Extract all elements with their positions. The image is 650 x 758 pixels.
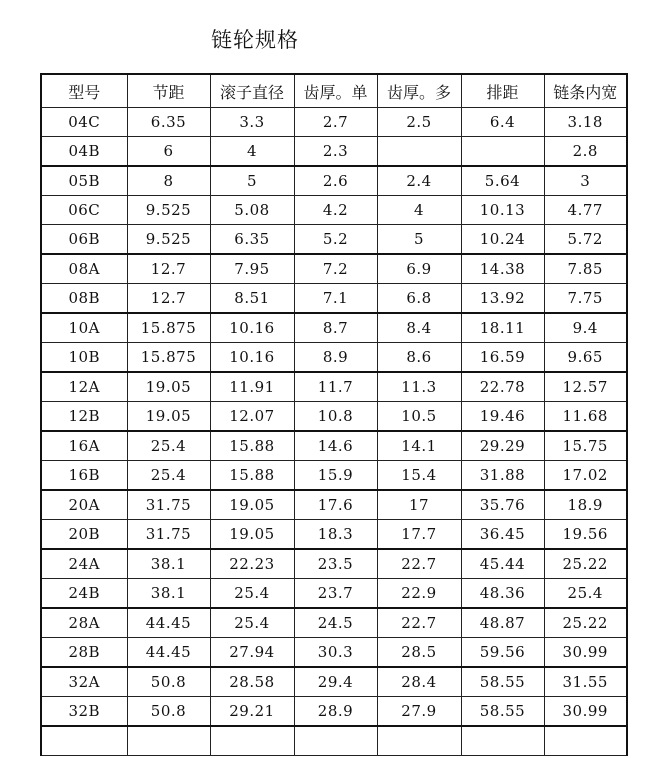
cell-pitch: 44.45 bbox=[127, 608, 210, 638]
cell-tooth-thickness-single: 24.5 bbox=[294, 608, 377, 638]
cell-tooth-thickness-multi: 11.3 bbox=[377, 372, 461, 402]
cell-pitch: 8 bbox=[127, 166, 210, 196]
cell-pitch: 25.4 bbox=[127, 431, 210, 461]
cell-row-spacing bbox=[461, 726, 544, 756]
cell-pitch: 9.525 bbox=[127, 196, 210, 225]
table-row bbox=[41, 697, 627, 727]
header-model: 型号 bbox=[41, 74, 127, 108]
cell-chain-inner-width: 7.75 bbox=[544, 284, 627, 314]
cell-chain-inner-width: 30.99 bbox=[544, 638, 627, 668]
cell-pitch bbox=[127, 726, 210, 756]
cell-tooth-thickness-multi: 17.7 bbox=[377, 520, 461, 550]
cell-row-spacing: 10.13 bbox=[461, 196, 544, 225]
cell-tooth-thickness-single bbox=[294, 726, 377, 756]
cell-model: 24A bbox=[41, 549, 127, 579]
table-body bbox=[41, 108, 627, 756]
cell-tooth-thickness-multi: 15.4 bbox=[377, 461, 461, 491]
cell-tooth-thickness-multi: 22.7 bbox=[377, 549, 461, 579]
cell-roller-diameter: 5 bbox=[210, 166, 294, 196]
table-row bbox=[41, 431, 627, 461]
cell-tooth-thickness-single: 2.6 bbox=[294, 166, 377, 196]
cell-chain-inner-width: 5.72 bbox=[544, 225, 627, 255]
table-row bbox=[41, 549, 627, 579]
cell-chain-inner-width: 19.56 bbox=[544, 520, 627, 550]
header-tooth-thickness-single: 齿厚。单 bbox=[294, 74, 377, 108]
cell-row-spacing: 22.78 bbox=[461, 372, 544, 402]
cell-chain-inner-width bbox=[544, 726, 627, 756]
cell-row-spacing: 58.55 bbox=[461, 697, 544, 727]
cell-tooth-thickness-multi: 8.4 bbox=[377, 313, 461, 343]
cell-model: 16B bbox=[41, 461, 127, 491]
cell-tooth-thickness-single: 8.9 bbox=[294, 343, 377, 373]
cell-model: 32B bbox=[41, 697, 127, 727]
cell-roller-diameter: 7.95 bbox=[210, 254, 294, 284]
table-row bbox=[41, 608, 627, 638]
cell-tooth-thickness-single: 15.9 bbox=[294, 461, 377, 491]
cell-chain-inner-width: 12.57 bbox=[544, 372, 627, 402]
cell-pitch: 44.45 bbox=[127, 638, 210, 668]
cell-roller-diameter: 29.21 bbox=[210, 697, 294, 727]
cell-tooth-thickness-multi: 22.9 bbox=[377, 579, 461, 609]
cell-tooth-thickness-multi: 22.7 bbox=[377, 608, 461, 638]
cell-model: 06B bbox=[41, 225, 127, 255]
table-row bbox=[41, 402, 627, 432]
table-row bbox=[41, 225, 627, 255]
cell-model: 06C bbox=[41, 196, 127, 225]
cell-chain-inner-width: 15.75 bbox=[544, 431, 627, 461]
cell-roller-diameter: 4 bbox=[210, 137, 294, 167]
cell-pitch: 38.1 bbox=[127, 549, 210, 579]
cell-chain-inner-width: 9.4 bbox=[544, 313, 627, 343]
cell-pitch: 9.525 bbox=[127, 225, 210, 255]
cell-tooth-thickness-multi: 17 bbox=[377, 490, 461, 520]
cell-tooth-thickness-single: 23.7 bbox=[294, 579, 377, 609]
cell-model: 04C bbox=[41, 108, 127, 137]
cell-tooth-thickness-single: 28.9 bbox=[294, 697, 377, 727]
cell-tooth-thickness-single: 30.3 bbox=[294, 638, 377, 668]
cell-tooth-thickness-single: 4.2 bbox=[294, 196, 377, 225]
cell-model: 10B bbox=[41, 343, 127, 373]
cell-tooth-thickness-single: 10.8 bbox=[294, 402, 377, 432]
cell-tooth-thickness-multi: 8.6 bbox=[377, 343, 461, 373]
cell-tooth-thickness-multi: 6.8 bbox=[377, 284, 461, 314]
cell-row-spacing: 59.56 bbox=[461, 638, 544, 668]
cell-roller-diameter: 27.94 bbox=[210, 638, 294, 668]
cell-tooth-thickness-multi: 27.9 bbox=[377, 697, 461, 727]
cell-roller-diameter bbox=[210, 726, 294, 756]
cell-roller-diameter: 15.88 bbox=[210, 461, 294, 491]
cell-pitch: 6.35 bbox=[127, 108, 210, 137]
cell-tooth-thickness-multi: 10.5 bbox=[377, 402, 461, 432]
cell-row-spacing: 58.55 bbox=[461, 667, 544, 697]
cell-tooth-thickness-multi: 4 bbox=[377, 196, 461, 225]
cell-chain-inner-width: 11.68 bbox=[544, 402, 627, 432]
cell-model: 08A bbox=[41, 254, 127, 284]
cell-tooth-thickness-single: 18.3 bbox=[294, 520, 377, 550]
cell-roller-diameter: 19.05 bbox=[210, 520, 294, 550]
cell-pitch: 31.75 bbox=[127, 520, 210, 550]
cell-tooth-thickness-multi bbox=[377, 726, 461, 756]
cell-tooth-thickness-single: 7.2 bbox=[294, 254, 377, 284]
cell-tooth-thickness-multi: 28.4 bbox=[377, 667, 461, 697]
cell-chain-inner-width: 3 bbox=[544, 166, 627, 196]
cell-chain-inner-width: 25.4 bbox=[544, 579, 627, 609]
table-row bbox=[41, 313, 627, 343]
table-row bbox=[41, 579, 627, 609]
header-chain-inner-width: 链条内宽 bbox=[544, 74, 627, 108]
cell-row-spacing: 29.29 bbox=[461, 431, 544, 461]
cell-roller-diameter: 10.16 bbox=[210, 313, 294, 343]
cell-chain-inner-width: 25.22 bbox=[544, 608, 627, 638]
table-header-row bbox=[41, 74, 627, 108]
table-row bbox=[41, 137, 627, 167]
table-row bbox=[41, 726, 627, 756]
cell-chain-inner-width: 4.77 bbox=[544, 196, 627, 225]
cell-row-spacing: 31.88 bbox=[461, 461, 544, 491]
cell-model: 20B bbox=[41, 520, 127, 550]
cell-model: 12B bbox=[41, 402, 127, 432]
cell-model: 28B bbox=[41, 638, 127, 668]
header-row-spacing: 排距 bbox=[461, 74, 544, 108]
cell-row-spacing: 16.59 bbox=[461, 343, 544, 373]
cell-model: 16A bbox=[41, 431, 127, 461]
cell-model: 28A bbox=[41, 608, 127, 638]
cell-tooth-thickness-single: 17.6 bbox=[294, 490, 377, 520]
cell-tooth-thickness-multi: 2.5 bbox=[377, 108, 461, 137]
cell-pitch: 12.7 bbox=[127, 284, 210, 314]
cell-row-spacing: 18.11 bbox=[461, 313, 544, 343]
table-row bbox=[41, 372, 627, 402]
cell-tooth-thickness-single: 2.7 bbox=[294, 108, 377, 137]
cell-row-spacing: 35.76 bbox=[461, 490, 544, 520]
cell-tooth-thickness-single: 29.4 bbox=[294, 667, 377, 697]
cell-chain-inner-width: 9.65 bbox=[544, 343, 627, 373]
cell-pitch: 15.875 bbox=[127, 343, 210, 373]
cell-tooth-thickness-single: 8.7 bbox=[294, 313, 377, 343]
cell-chain-inner-width: 30.99 bbox=[544, 697, 627, 727]
table-row bbox=[41, 490, 627, 520]
cell-pitch: 6 bbox=[127, 137, 210, 167]
cell-roller-diameter: 6.35 bbox=[210, 225, 294, 255]
cell-pitch: 15.875 bbox=[127, 313, 210, 343]
cell-pitch: 12.7 bbox=[127, 254, 210, 284]
cell-tooth-thickness-multi bbox=[377, 137, 461, 167]
cell-row-spacing: 19.46 bbox=[461, 402, 544, 432]
cell-model: 08B bbox=[41, 284, 127, 314]
table-row bbox=[41, 284, 627, 314]
cell-tooth-thickness-multi: 5 bbox=[377, 225, 461, 255]
cell-model: 24B bbox=[41, 579, 127, 609]
cell-row-spacing: 48.87 bbox=[461, 608, 544, 638]
cell-roller-diameter: 5.08 bbox=[210, 196, 294, 225]
cell-model: 04B bbox=[41, 137, 127, 167]
cell-chain-inner-width: 18.9 bbox=[544, 490, 627, 520]
cell-tooth-thickness-single: 2.3 bbox=[294, 137, 377, 167]
cell-pitch: 38.1 bbox=[127, 579, 210, 609]
cell-tooth-thickness-single: 7.1 bbox=[294, 284, 377, 314]
cell-row-spacing: 14.38 bbox=[461, 254, 544, 284]
table-row bbox=[41, 254, 627, 284]
cell-tooth-thickness-multi: 28.5 bbox=[377, 638, 461, 668]
cell-pitch: 50.8 bbox=[127, 697, 210, 727]
cell-tooth-thickness-multi: 6.9 bbox=[377, 254, 461, 284]
cell-model: 20A bbox=[41, 490, 127, 520]
cell-model: 12A bbox=[41, 372, 127, 402]
cell-roller-diameter: 3.3 bbox=[210, 108, 294, 137]
cell-model bbox=[41, 726, 127, 756]
cell-row-spacing: 45.44 bbox=[461, 549, 544, 579]
table-row bbox=[41, 638, 627, 668]
cell-roller-diameter: 10.16 bbox=[210, 343, 294, 373]
cell-tooth-thickness-multi: 14.1 bbox=[377, 431, 461, 461]
cell-chain-inner-width: 2.8 bbox=[544, 137, 627, 167]
cell-model: 05B bbox=[41, 166, 127, 196]
cell-roller-diameter: 25.4 bbox=[210, 579, 294, 609]
cell-row-spacing: 10.24 bbox=[461, 225, 544, 255]
table-row bbox=[41, 667, 627, 697]
cell-roller-diameter: 15.88 bbox=[210, 431, 294, 461]
cell-tooth-thickness-single: 11.7 bbox=[294, 372, 377, 402]
header-roller-diameter: 滚子直径 bbox=[210, 74, 294, 108]
cell-tooth-thickness-single: 14.6 bbox=[294, 431, 377, 461]
cell-tooth-thickness-single: 23.5 bbox=[294, 549, 377, 579]
cell-tooth-thickness-single: 5.2 bbox=[294, 225, 377, 255]
cell-chain-inner-width: 17.02 bbox=[544, 461, 627, 491]
table-row bbox=[41, 108, 627, 137]
cell-pitch: 31.75 bbox=[127, 490, 210, 520]
cell-row-spacing: 48.36 bbox=[461, 579, 544, 609]
table-row bbox=[41, 520, 627, 550]
cell-row-spacing bbox=[461, 137, 544, 167]
cell-chain-inner-width: 7.85 bbox=[544, 254, 627, 284]
cell-roller-diameter: 19.05 bbox=[210, 490, 294, 520]
table-row bbox=[41, 196, 627, 225]
cell-pitch: 50.8 bbox=[127, 667, 210, 697]
cell-chain-inner-width: 25.22 bbox=[544, 549, 627, 579]
cell-roller-diameter: 25.4 bbox=[210, 608, 294, 638]
cell-row-spacing: 6.4 bbox=[461, 108, 544, 137]
table-row bbox=[41, 461, 627, 491]
cell-row-spacing: 5.64 bbox=[461, 166, 544, 196]
cell-roller-diameter: 8.51 bbox=[210, 284, 294, 314]
cell-chain-inner-width: 3.18 bbox=[544, 108, 627, 137]
cell-tooth-thickness-multi: 2.4 bbox=[377, 166, 461, 196]
header-tooth-thickness-multi: 齿厚。多 bbox=[377, 74, 461, 108]
sprocket-spec-table bbox=[40, 73, 628, 756]
cell-roller-diameter: 28.58 bbox=[210, 667, 294, 697]
cell-roller-diameter: 11.91 bbox=[210, 372, 294, 402]
cell-pitch: 19.05 bbox=[127, 372, 210, 402]
cell-pitch: 25.4 bbox=[127, 461, 210, 491]
cell-row-spacing: 13.92 bbox=[461, 284, 544, 314]
header-pitch: 节距 bbox=[127, 74, 210, 108]
cell-model: 10A bbox=[41, 313, 127, 343]
table-row bbox=[41, 343, 627, 373]
cell-row-spacing: 36.45 bbox=[461, 520, 544, 550]
cell-pitch: 19.05 bbox=[127, 402, 210, 432]
document-title: 链轮规格 bbox=[211, 28, 299, 52]
cell-model: 32A bbox=[41, 667, 127, 697]
cell-roller-diameter: 12.07 bbox=[210, 402, 294, 432]
table-row bbox=[41, 166, 627, 196]
cell-chain-inner-width: 31.55 bbox=[544, 667, 627, 697]
cell-roller-diameter: 22.23 bbox=[210, 549, 294, 579]
